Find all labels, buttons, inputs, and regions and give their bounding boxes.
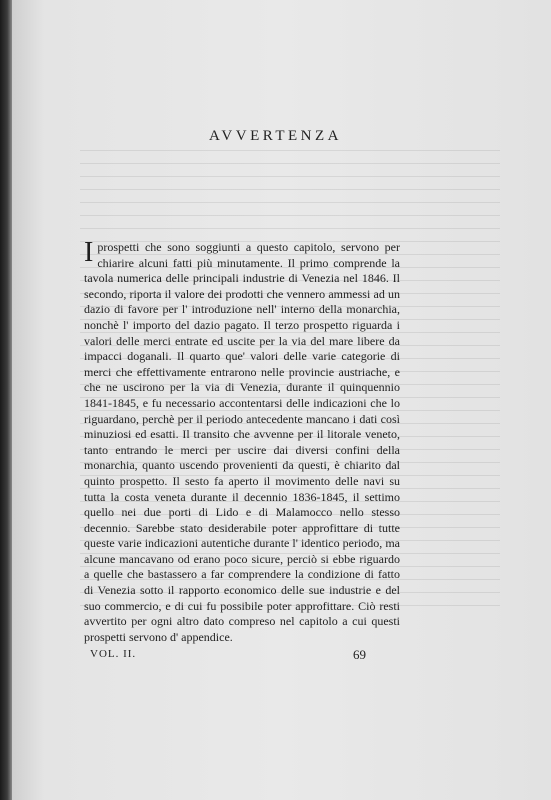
body-text: prospetti che sono soggiunti a questo capitolo, servono per chiarire alcuni fatti più minutamente. Il primo comprende la tavola numerica delle principali industrie di Venezia nel 1846. Il secondo, riporta il valore dei prodotti che vennero ammessi ad un dazio di favore per l' introduzione nell' interno della monarchia, nonchè l' importo del dazio pagato. Il terzo prospetto riguarda i valori delle merci entrate ed uscite per la via del mare libere da impacci doganali. Il quarto que' valori delle varie categorie di merci che effettivamente entrarono nelle provincie austriache, e che ne uscirono per la via di Venezia, durante il quinquennio 1841-1845, e fu necessario accontentarsi delle indicazioni che lo riguardano, perchè per il periodo antecedente mancano i dati così minuziosi ed esatti. Il transito che avvenne per il litorale veneto, tanto entrando le merci per uscire dai diversi confini della monarchia, quanto uscendo provenienti da questi, è chiarito dal quinto prospetto. Il sesto fa aperto il movimento delle navi su tutta la costa veneta durante il decennio 1836-1845, il settimo quello nei due porti di Lido e di Malamocco nello stesso decennio. Sarebbe stato desiderabile poter approfittare di tutte queste varie indicazioni autentiche durante l' identico periodo, ma alcune mancavano od erano poco sicure, perciò si ebbe riguardo a quelle che bastassero a far comprendere la condizione di fatto di Venezia sotto il rapporto economico delle sue industrie e del suo commercio, e di cui fu possibile poter approfittare. Ciò resti avvertito per ogni altro dato compreso nel capitolo a cui questi prospetti servono d' appendice.: [84, 240, 400, 644]
page-title: AVVERTENZA: [209, 128, 342, 144]
body-paragraph: [84, 237, 400, 645]
drop-initial: I: [84, 237, 94, 268]
page-number: 69: [353, 647, 366, 662]
book-binding-shadow: [0, 0, 12, 800]
volume-label: VOL. II.: [90, 648, 137, 660]
